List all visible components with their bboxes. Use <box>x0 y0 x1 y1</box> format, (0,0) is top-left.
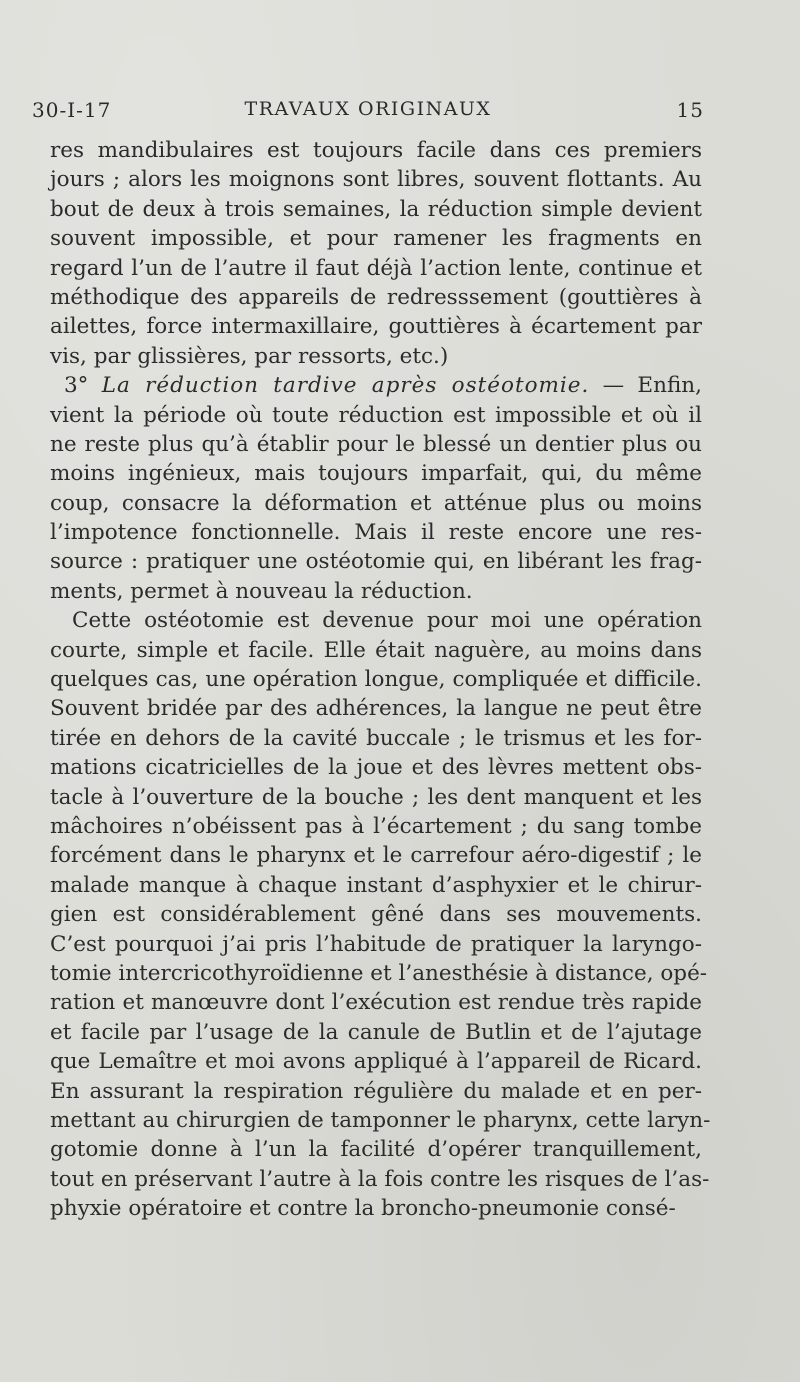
text-line: que Lemaître et moi avons appliqué à l’appareil de Ricard. <box>50 1049 702 1075</box>
text-line: En assurant la respiration régulière du malade et en per- <box>50 1078 702 1104</box>
text-line: tout en préservant l’autre à la fois contre les risques de l’as- <box>50 1166 710 1192</box>
body-text <box>50 136 711 1223</box>
text-line: ne reste plus qu’à établir pour le blessé un dentier plus ou <box>50 431 702 457</box>
text-line: quelques cas, une opération longue, compliquée et difficile. <box>50 667 702 693</box>
text-line: mâchoires n’obéissent pas à l’écartement ; du sang tombe <box>50 813 702 839</box>
section-heading: La réduction tardive après ostéotomie. <box>101 373 590 399</box>
text-line: méthodique des appareils de redresssement (gouttières à <box>50 284 702 310</box>
text-line: Souvent bridée par des adhérences, la langue ne peut être <box>50 696 702 722</box>
text-line: moins ingénieux, mais toujours imparfait, qui, du même <box>50 461 702 487</box>
text-line: souvent impossible, et pour ramener les fragments en <box>50 226 702 252</box>
text-line: forcément dans le pharynx et le carrefour aéro-digestif ; le <box>50 843 702 869</box>
section-heading-line <box>50 371 702 400</box>
text-line: gien est considérablement gêné dans ses mouvements. <box>50 902 702 928</box>
text-line: coup, consacre la déformation et atténue plus ou moins <box>50 490 702 516</box>
text-line: regard l’un de l’autre il faut déjà l’action lente, continue et <box>50 255 702 281</box>
running-head <box>32 98 704 128</box>
section-title: TRAVAUX ORIGINAUX <box>244 98 492 120</box>
text-line: ration et manœuvre dont l’exécution est rendue très rapide <box>50 990 702 1016</box>
text-line: source : pratiquer une ostéotomie qui, en libérant les frag- <box>50 549 702 575</box>
text-line: vient la période où toute réduction est impossible et où il <box>50 402 702 428</box>
text-line: mettant au chirurgien de tamponner le pharynx, cette laryn- <box>50 1107 711 1133</box>
text-line: jours ; alors les moignons sont libres, souvent flottants. Au <box>50 167 702 193</box>
text-line: ments, permet à nouveau la réduction. <box>50 578 473 604</box>
text-line: bout de deux à trois semaines, la réduction simple devient <box>50 196 702 222</box>
text-line: mations cicatricielles de la joue et des lèvres mettent obs- <box>50 755 702 781</box>
text-line: courte, simple et facile. Elle était naguère, au moins dans <box>50 637 702 663</box>
text-line: tirée en dehors de la cavité buccale ; le trismus et les for- <box>50 725 702 751</box>
text-line: res mandibulaires est toujours facile dans ces premiers <box>50 138 702 163</box>
text-line: C’est pourquoi j’ai pris l’habitude de pratiquer la laryngo- <box>50 931 702 957</box>
issue-date: 30-I-17 <box>32 98 112 122</box>
paragraph-start: Cette ostéotomie est devenue pour moi une opération <box>72 608 702 634</box>
text-line: gotomie donne à l’un la facilité d’opérer tranquillement, <box>50 1137 702 1163</box>
text-line: tacle à l’ouverture de la bouche ; les dent manquent et les <box>50 784 702 810</box>
text-line: l’impotence fonctionnelle. Mais il reste encore une res- <box>50 520 702 546</box>
text-line: phyxie opératoire et contre la broncho-pneumonie consé- <box>50 1196 676 1222</box>
text-line: tomie intercricothyroïdienne et l’anesthésie à distance, opé- <box>50 960 708 986</box>
section-number: 3° <box>64 373 89 399</box>
text-line: ailettes, force intermaxillaire, gouttières à écartement par <box>50 314 702 340</box>
section-heading-continuation: — Enfin, <box>602 373 702 399</box>
text-line: malade manque à chaque instant d’asphyxier et le chirur- <box>50 872 702 898</box>
page-number: 15 <box>676 98 704 122</box>
text-line: et facile par l’usage de la canule de Butlin et de l’ajutage <box>50 1019 702 1045</box>
text-line: vis, par glissières, par ressorts, etc.) <box>50 343 449 369</box>
